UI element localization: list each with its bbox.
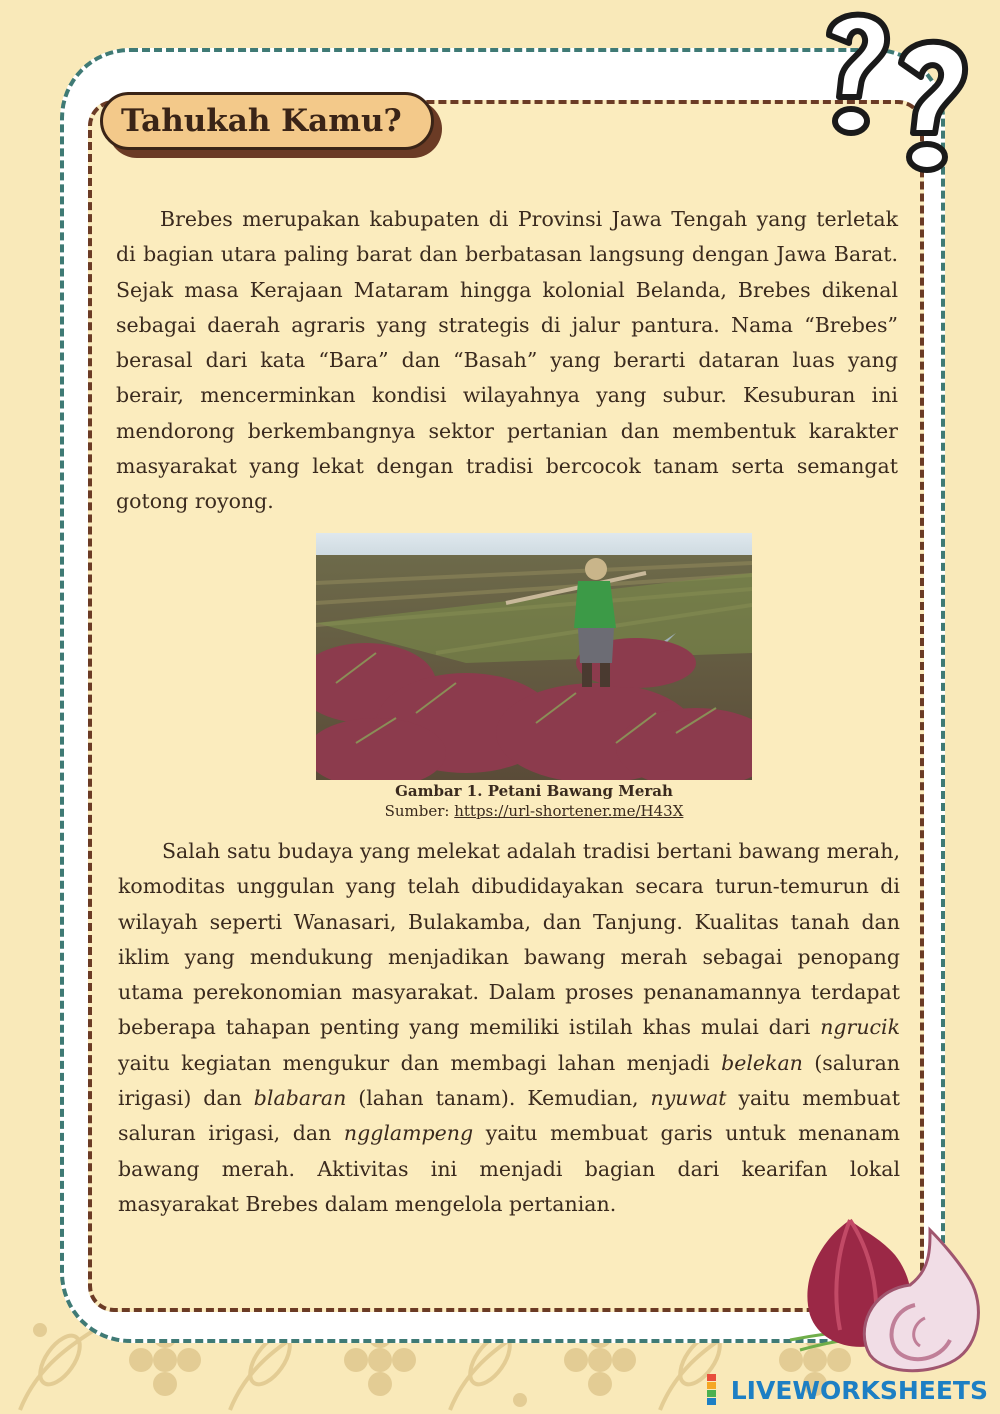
paragraph-text: Salah satu budaya yang melekat adalah tradisi bertani bawang merah, komoditas unggulan yang telah dibudidayakan secara turun-temurun di wilayah seperti Wanasari, Bulakamba, dan Tanjung. Kualitas tanah dan iklim yang mendukung menjadikan bawang merah sebagai penopang utama perekonomian masyarakat. Dalam proses penanamannya terdapat beberapa tahapan penting yang memiliki istilah khas mulai dari xyxy=(118,839,900,1040)
term-ngrucik: ngrucik xyxy=(820,1015,900,1040)
paragraph-text: yaitu kegiatan mengukur dan membagi lahan menjadi xyxy=(118,1050,722,1075)
paragraph-text: (saluran irigasi) dan xyxy=(118,1050,900,1111)
figure-source-label: Sumber: xyxy=(384,802,450,820)
paragraph-text: (lahan tanam). Kemudian, xyxy=(346,1086,651,1111)
liveworksheets-icon xyxy=(707,1374,727,1406)
figure-caption: Gambar 1. Petani Bawang Merah xyxy=(395,782,673,800)
term-blabaran: blabaran xyxy=(253,1086,347,1111)
figure-source-link[interactable]: https://url-shortener.me/H43X xyxy=(454,802,684,820)
term-belekan: belekan xyxy=(721,1050,803,1075)
paragraph-tradition xyxy=(118,834,900,1222)
liveworksheets-logo[interactable] xyxy=(707,1372,988,1408)
brand-text: LIVEWORKSHEETS xyxy=(730,1375,988,1405)
page-title: Tahukah Kamu? xyxy=(100,92,434,150)
term-nyuwat: nyuwat xyxy=(650,1086,727,1111)
paragraph-text: yaitu membuat saluran irigasi, dan xyxy=(118,1086,900,1146)
question-marks-icon xyxy=(815,5,995,180)
term-ngglampeng: ngglampeng xyxy=(343,1121,474,1146)
figure-source xyxy=(300,802,768,820)
figure-photo-onion-farmer xyxy=(316,533,752,780)
paragraph-intro: Brebes merupakan kabupaten di Provinsi Jawa Tengah yang terletak di bagian utara paling barat dan berbatasan langsung dengan Jawa Barat. Sejak masa Kerajaan Mataram hingga kolonial Belanda, Brebes dikenal sebagai daerah agraris yang strategis di jalur pantura. Nama “Brebes” berasal dari kata “Bara” dan “Basah” yang berarti dataran luas yang berair, mencerminkan kondisi wilayahnya yang subur. Kesuburan ini mendorong berkembangnya sektor pertanian dan membentuk karakter masyarakat yang lekat dengan tradisi bercocok tanam serta semangat gotong royong. xyxy=(116,207,898,514)
paragraph-text: yaitu membuat garis untuk menanam bawang merah. Aktivitas ini menjadi bagian dari kearifan lokal masyarakat Brebes dalam mengelola pertanian. xyxy=(118,1121,900,1216)
red-onion-icon xyxy=(780,1210,995,1380)
